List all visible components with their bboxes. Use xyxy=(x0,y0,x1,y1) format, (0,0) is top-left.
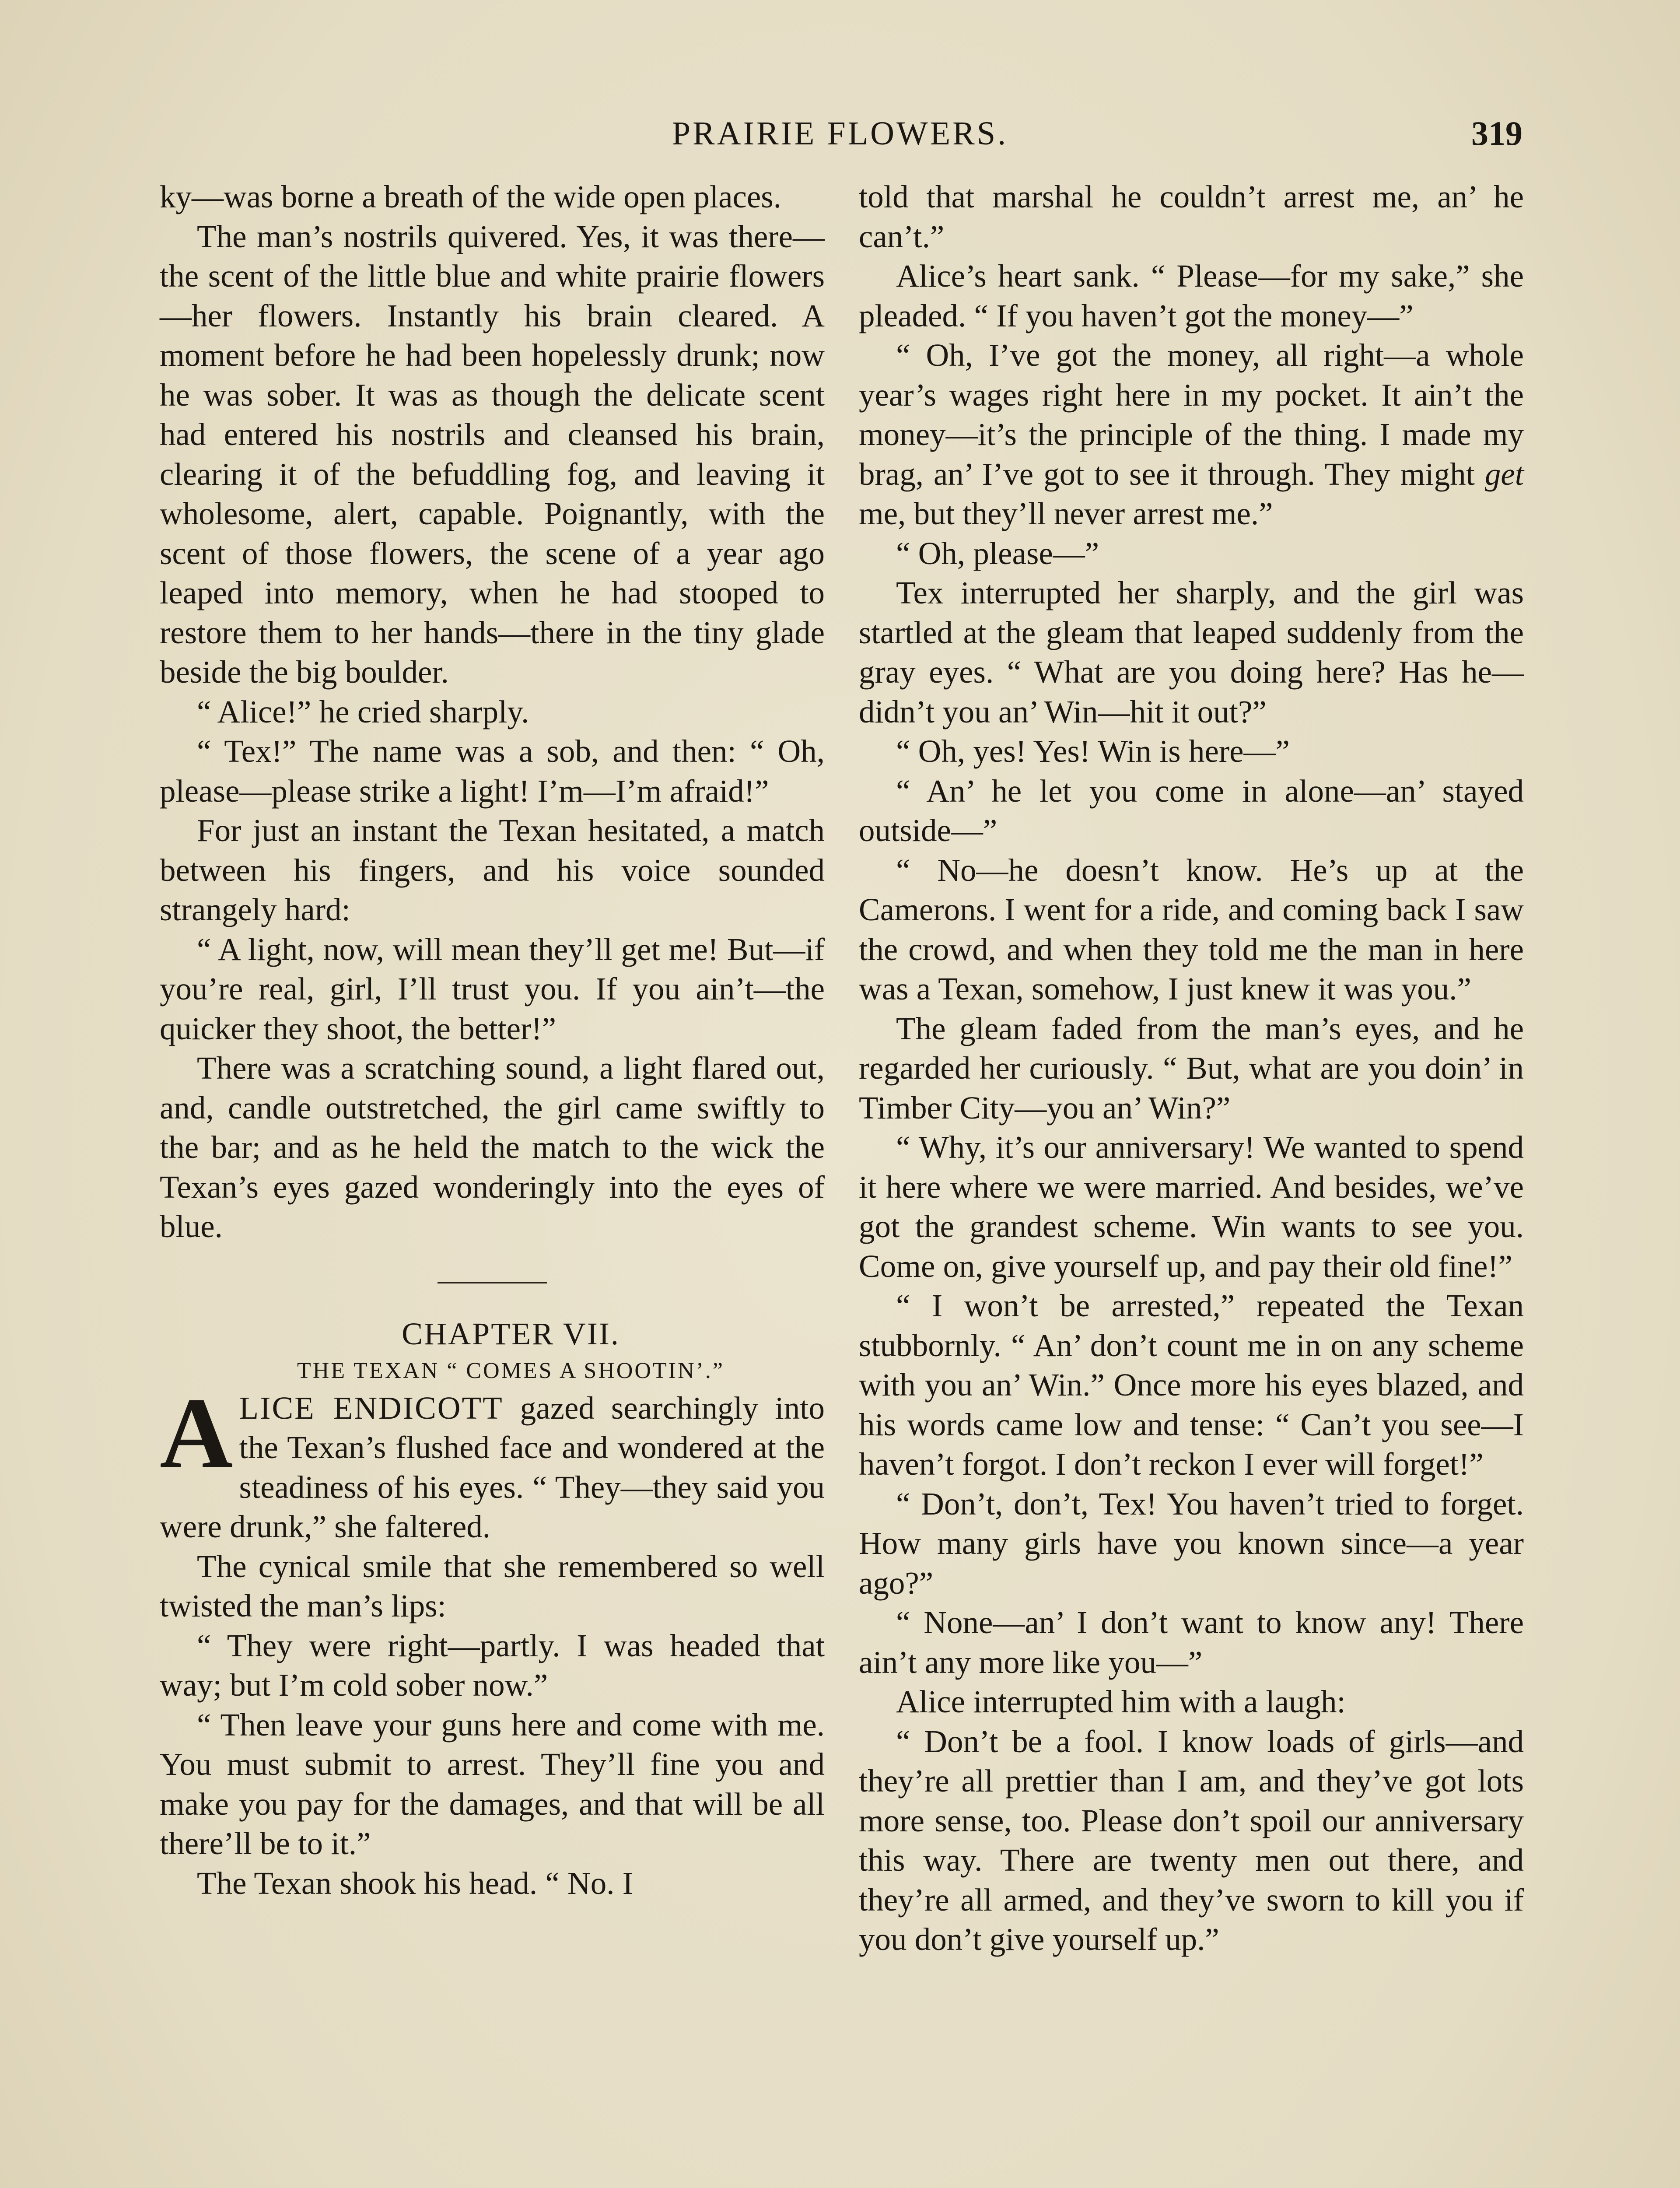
paragraph: “ Why, it’s our anniversary! We wanted to spend it here where we were married. And besides, we’ve got the grandest scheme. Win wants to see you. Come on, give yourself up, and pay their old fine!” xyxy=(859,1129,1524,1284)
running-title: PRAIRIE FLOWERS. xyxy=(672,115,1008,152)
paragraph: “ Oh, please—” xyxy=(896,535,1099,571)
chapter-title: CHAPTER VII. xyxy=(402,1316,620,1351)
paragraph: “ I won’t be arrested,” repeated the Texan stubbornly. “ An’ don’t count me in on any scheme with you an’ Win.” Once more his eyes blazed, and his words came low and tense: “ Can’t you see—I haven’t forgot. I don’t reckon I ever will forget!” xyxy=(859,1288,1524,1482)
paragraph: Alice interrupted him with a laugh: xyxy=(896,1684,1346,1719)
paragraph: “ Then leave your guns here and come with me. You must submit to arrest. They’ll fine you and make you pay for the damages, and that will be all there’ll be to it.” xyxy=(160,1707,825,1861)
right-column xyxy=(859,177,1524,1960)
paragraph: “ None—an’ I don’t want to know any! There ain’t any more like you—” xyxy=(859,1605,1524,1680)
text-run: me, but they’ll never arrest me.” xyxy=(859,496,1273,531)
paragraph-money xyxy=(859,336,1524,534)
paragraph: Tex interrupted her sharply, and the girl was startled at the gleam that leaped suddenly from the gray eyes. “ What are you doing here? Has he—didn’t you an’ Win—hit it out?” xyxy=(859,575,1524,729)
page-header xyxy=(158,109,1522,158)
paragraph: told that marshal he couldn’t arrest me, an’ he can’t.” xyxy=(859,179,1524,254)
paragraph: “ An’ he let you come in alone—an’ stayed outside—” xyxy=(859,773,1524,848)
paragraph: ky—was borne a breath of the wide open places. xyxy=(160,179,781,214)
drop-cap-letter: A xyxy=(160,1377,233,1490)
page-number: 319 xyxy=(1471,114,1522,152)
text-run: “ Oh, I’ve got the money, all right—a whole year’s wages right here in my pocket. It ain’t the money—it’s the principle of the thing. I made my brag, an’ I’ve got to see it through. They might xyxy=(859,337,1524,492)
paragraph: The gleam faded from the man’s eyes, and he regarded her curiously. “ But, what are you doin’ in Timber City—you an’ Win?” xyxy=(859,1010,1524,1126)
paragraph: “ Alice!” he cried sharply. xyxy=(197,694,529,729)
chapter-subtitle: THE TEXAN “ COMES A SHOOTIN’.” xyxy=(297,1358,724,1383)
paragraph: “ Don’t be a fool. I know loads of girls—and they’re all prettier than I am, and they’ve got lots more sense, too. Please don’t spoil our anniversary this way. There are twenty men out there, and they’re all armed, and they’ve sworn to kill you if you don’t give yourself up.” xyxy=(859,1723,1524,1957)
paragraph: There was a scratching sound, a light flared out, and, candle outstretched, the girl came swiftly to the bar; and as he held the match to the wick the Texan’s eyes gazed wonderingly into the eyes of blue. xyxy=(160,1050,825,1244)
paragraph: For just an instant the Texan hesitated, a match between his fingers, and his voice sounded strangely hard: xyxy=(160,813,825,927)
paragraph: The man’s nostrils quivered. Yes, it was there—the scent of the little blue and white prairie flowers—her flowers. Instantly his brain cleared. A moment before he had been hopelessly drunk; now he was sober. It was as though the delicate scent had entered his nostrils and cleansed his brain, clearing it of the befuddling fog, and leaving it wholesome, alert, capable. Poignantly, with the scent of those flowers, the scene of a year ago leaped into memory, when he had stooped to restore them to her hands—there in the tiny glade beside the big boulder. xyxy=(160,218,825,690)
paragraph: The Texan shook his head. “ No. I xyxy=(197,1865,634,1901)
paragraph: “ Don’t, don’t, Tex! You haven’t tried to forget. How many girls have you known since—a year ago?” xyxy=(859,1486,1524,1601)
paragraph: “ They were right—partly. I was headed that way; but I’m cold sober now.” xyxy=(160,1627,825,1703)
opening-words: LICE ENDICOTT xyxy=(239,1390,504,1426)
opening-text: gazed searchingly into the Texan’s flushed face and wondered at the steadiness of his eyes. “ They—they said you were drunk,” she faltered. xyxy=(160,1390,825,1544)
paragraph: Alice’s heart sank. “ Please—for my sake,” she pleaded. “ If you haven’t got the money—” xyxy=(859,258,1524,333)
italic-word: get xyxy=(1484,456,1524,492)
section-divider xyxy=(438,1282,547,1283)
paragraph: “ A light, now, will mean they’ll get me! But—if you’re real, girl, I’ll trust you. If you ain’t—the quicker they shoot, the better!” xyxy=(160,931,825,1046)
left-column xyxy=(160,177,825,1903)
paragraph: “ Oh, yes! Yes! Win is here—” xyxy=(896,733,1290,769)
chapter-opening-paragraph xyxy=(160,1377,825,1547)
paragraph: “ Tex!” The name was a sob, and then: “ Oh, please—please strike a light! I’m—I’m afraid!” xyxy=(160,733,825,809)
paragraph: The cynical smile that she remembered so well twisted the man’s lips: xyxy=(160,1548,825,1623)
paragraph: “ No—he doesn’t know. He’s up at the Camerons. I went for a ride, and coming back I saw the crowd, and when they told me the man in here was a Texan, somehow, I just knew it was you.” xyxy=(859,852,1524,1006)
